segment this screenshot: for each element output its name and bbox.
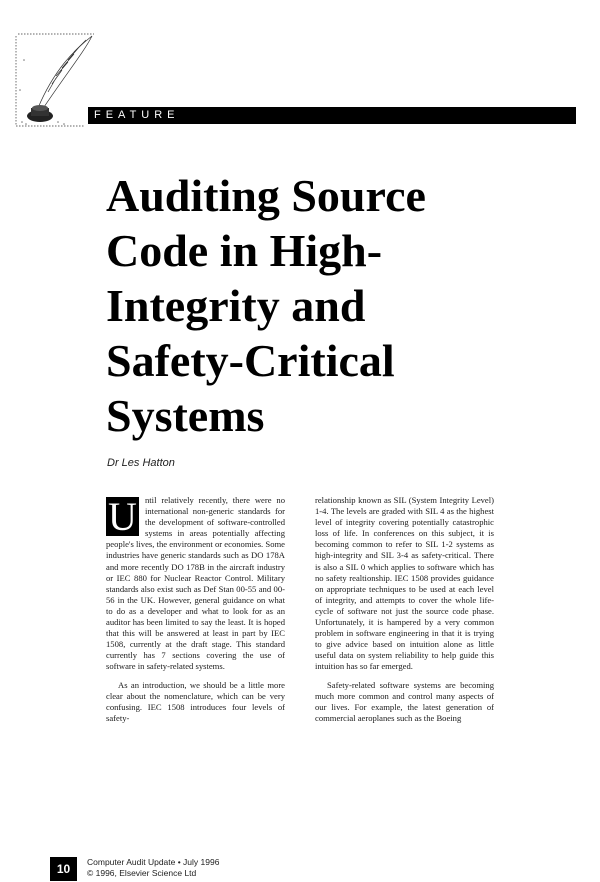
body-paragraph: relationship known as SIL (System Integrity Level) 1-4. The levels are graded with SIL 4 as the highest level of integrity covering potentially catastrophic loss of life. In conferences on this subject, it is becoming common to refer to SIL 1-2 systems as high-integrity and SIL 3-4 as safety-critical. There is also a SIL 0 which applies to software which has no safety realtionship. IEC 1508 provides guidance on appropriate techniques to be used at each level of integrity, and attempts to cover the whole life-cycle of software not just the source code phase. Unfortunately, it is hampered by a very common problem in software engineering in that it is trying to give advice based on intuition alone as little useful data on system reliability to help guide this intuition has so far emerged. bbox=[315, 495, 494, 672]
body-paragraph: Safety-related software systems are becoming much more common and control many aspects of our lives. For example, the latest generation of commercial aeroplanes such as the Boeing bbox=[315, 679, 494, 723]
page-number: 10 bbox=[50, 857, 77, 881]
title-line: Systems bbox=[106, 390, 265, 441]
title-line: Integrity and bbox=[106, 280, 366, 331]
drop-cap: U bbox=[106, 497, 139, 536]
quill-inkpot-logo bbox=[14, 30, 96, 130]
section-banner bbox=[88, 107, 576, 124]
author-byline: Dr Les Hatton bbox=[107, 457, 175, 469]
title-line: Code in High- bbox=[106, 225, 383, 276]
title-line: Auditing Source bbox=[106, 170, 426, 221]
title-line: Safety-Critical bbox=[106, 335, 395, 386]
journal-line: Computer Audit Update • July 1996 bbox=[87, 857, 220, 867]
body-paragraph bbox=[106, 495, 285, 673]
body-paragraph: As an introduction, we should be a little more clear about the nomenclature, which can be very confusing. IEC 1508 introduces four levels of safety- bbox=[106, 679, 285, 723]
body-column-left bbox=[106, 495, 285, 731]
section-label: FEATURE bbox=[94, 109, 180, 121]
footer bbox=[87, 857, 219, 879]
paragraph-text: ntil relatively recently, there were no international non-generic standards for the development of software-controlled systems in areas potentially affecting people's lives, the environment or economies. Some industries have generic standards such as DO 178A and more recently DO 178B in the aircraft industry or IEC 880 for Nuclear Reactor Control. Military standards also exist such as Def Stan 00-55 and 00-56 in the UK. However, general guidance on what to do as a developer and what to look for as an auditor has been limited to say the least. It is hoped that this will be answered at least in part by IEC 1508, currently at the draft stage. This standard currently has 7 sections covering the use of software in safety-related systems. bbox=[106, 495, 285, 672]
article-title bbox=[106, 168, 546, 443]
body-column-right bbox=[315, 495, 494, 731]
copyright-line: © 1996, Elsevier Science Ltd bbox=[87, 868, 197, 878]
